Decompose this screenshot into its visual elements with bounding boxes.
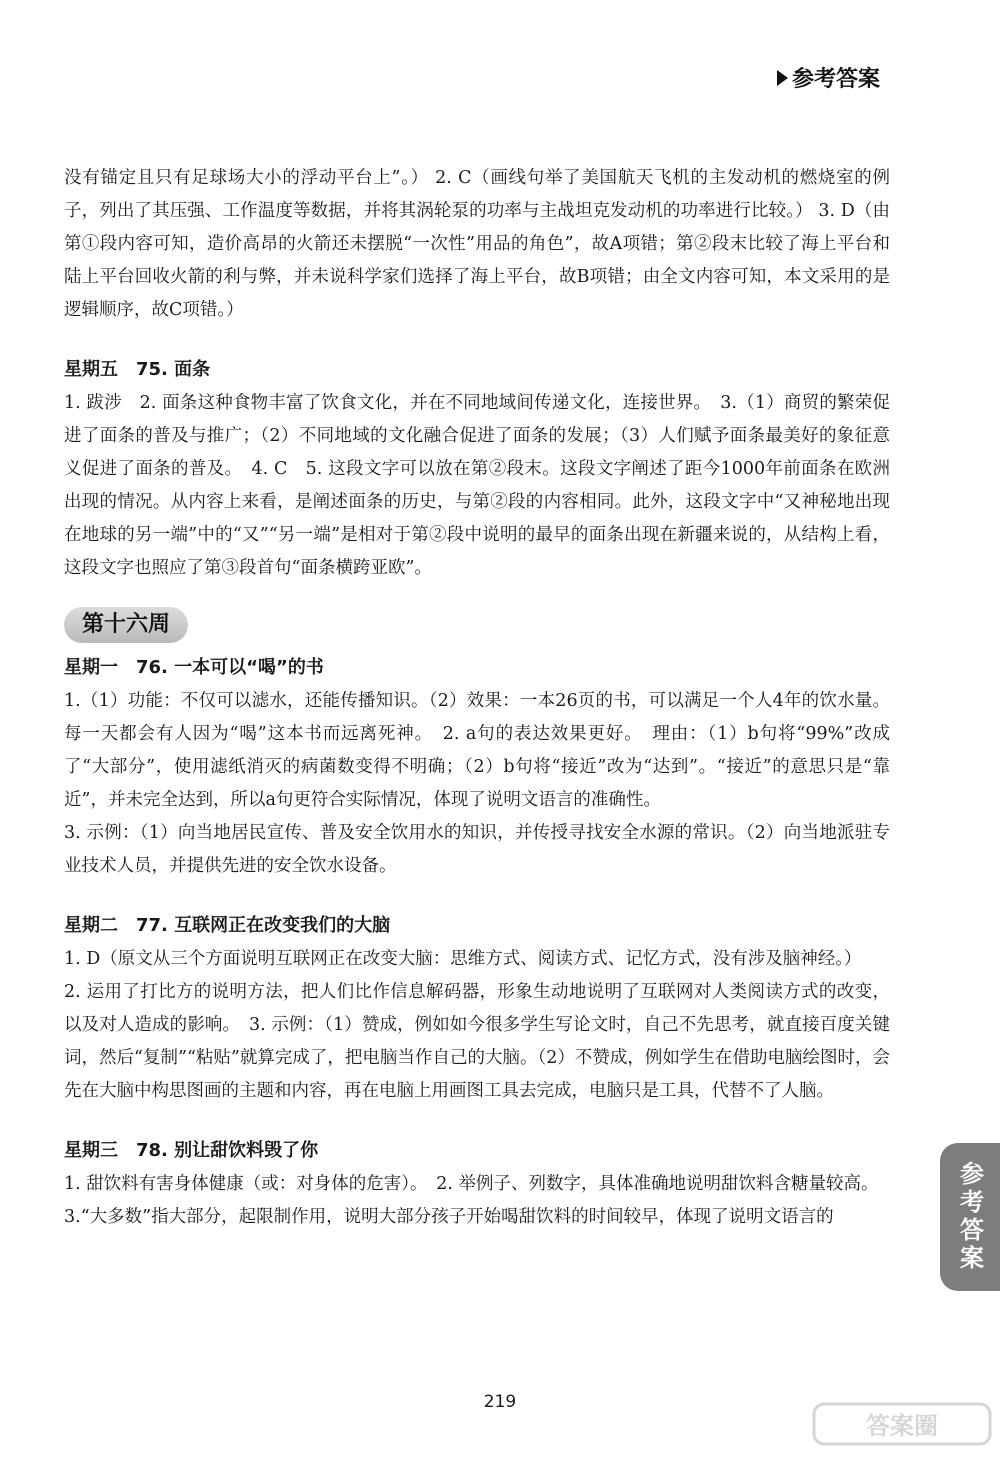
section-paragraph: 1.（1）功能：不仅可以滤水，还能传播知识。（2）效果：一本26页的书，可以满足一个人4年的饮水量。每一天都会有人因为“喝”这本书而远离死神。 2. a句的表达效果更好。 理由：（1）b句将“99%”改成了“大部分”，使用滤纸消灭的病菌数变得不明确；（2）b句将“接近”改为“达到”。“接近”的意思只是“靠近”，并未完全达到，所以a句更符合实际情况，体现了说明文语言的准确性。	[64, 691, 890, 810]
section-title: 星期二 77. 互联网正在改变我们的大脑	[64, 915, 391, 936]
section-paragraph: 1. 甜饮料有害身体健康（或：对身体的危害）。 2. 举例子、列数字，具体准确地说明甜饮料含糖量较高。	[64, 1174, 879, 1194]
section-paragraph: 3. 示例：（1）向当地居民宣传、普及安全饮用水的知识，并传授寻找安全水源的常识。（2）向当地派驻专业技术人员，并提供先进的安全饮水设备。	[64, 823, 890, 876]
section-monday-76	[64, 651, 890, 883]
section-paragraph: 2. 运用了打比方的说明方法，把人们比作信息解码器，形象生动地说明了互联网对人类阅读方式的改变，以及对人造成的影响。 3. 示例：（1）赞成，例如如今很多学生写论文时，自己不先思考，就直接百度关键词，然后“复制”“粘贴”就算完成了，把电脑当作自己的大脑。（2）不赞成，例如学生在借助电脑绘图时，会先在大脑中构思图画的主题和内容，再在电脑上用画图工具去完成，电脑只是工具，代替不了人脑。	[64, 982, 890, 1101]
page-header	[777, 62, 880, 93]
watermark-text: 答案圈	[866, 1412, 938, 1440]
intro-paragraph: 没有锚定且只有足球场大小的浮动平台上”。） 2. C（画线句举了美国航天飞机的主发动机的燃烧室的例子，列出了其压强、工作温度等数据，并将其涡轮泵的功率与主战坦克发动机的功率进行比较。） 3. D（由第①段内容可知，造价高昂的火箭还未摆脱“一次性”用品的角色”，故A项错；第②段末比较了海上平台和陆上平台回收火箭的利与弊，并未说科学家们选择了海上平台，故B项错；由全文内容可知，本文采用的是逻辑顺序，故C项错。）	[64, 168, 890, 320]
header-title: 参考答案	[791, 67, 880, 92]
section-title: 星期三 78. 别让甜饮料毁了你	[64, 1140, 319, 1161]
side-tab-label: 参考答案	[955, 1161, 984, 1273]
section-title: 星期五 75. 面条	[64, 359, 211, 380]
section-paragraph: 3.“大多数”指大部分，起限制作用，说明大部分孩子开始喝甜饮料的时间较早，体现了说明文语言的	[64, 1207, 834, 1227]
section-paragraph: 1. 跋涉 2. 面条这种食物丰富了饮食文化，并在不同地域间传递文化，连接世界。 3.（1）商贸的繁荣促进了面条的普及与推广；（2）不同地域的文化融合促进了面条的发展；（3）人们赋予面条最美好的象征意义促进了面条的普及。 4. C 5. 这段文字可以放在第②段末。这段文字阐述了距今1000年前面条在欧洲出现的情况。从内容上来看，是阐述面条的历史，与第②段的内容相同。此外，这段文字中“又神秘地出现在地球的另一端”中的“又”“另一端”是相对于第②段中说明的最早的面条出现在新疆来说的，从结构上看，这段文字也照应了第③段首句“面条横跨亚欧”。	[64, 393, 890, 578]
watermark-logo	[812, 1400, 992, 1462]
week-badge: 第十六周	[64, 607, 188, 643]
section-title: 星期一 76. 一本可以“喝”的书	[64, 657, 324, 678]
section-tuesday-77	[64, 909, 890, 1108]
section-wednesday-78	[64, 1134, 890, 1234]
answer-content	[64, 162, 890, 1234]
triangle-marker-icon	[777, 70, 788, 86]
side-answer-tab	[940, 1143, 1000, 1291]
section-friday-75	[64, 353, 890, 585]
section-paragraph: 1. D（原文从三个方面说明互联网正在改变大脑：思维方式、阅读方式、记忆方式，没有涉及脑神经。）	[64, 949, 862, 969]
page-number: 219	[483, 1392, 517, 1412]
